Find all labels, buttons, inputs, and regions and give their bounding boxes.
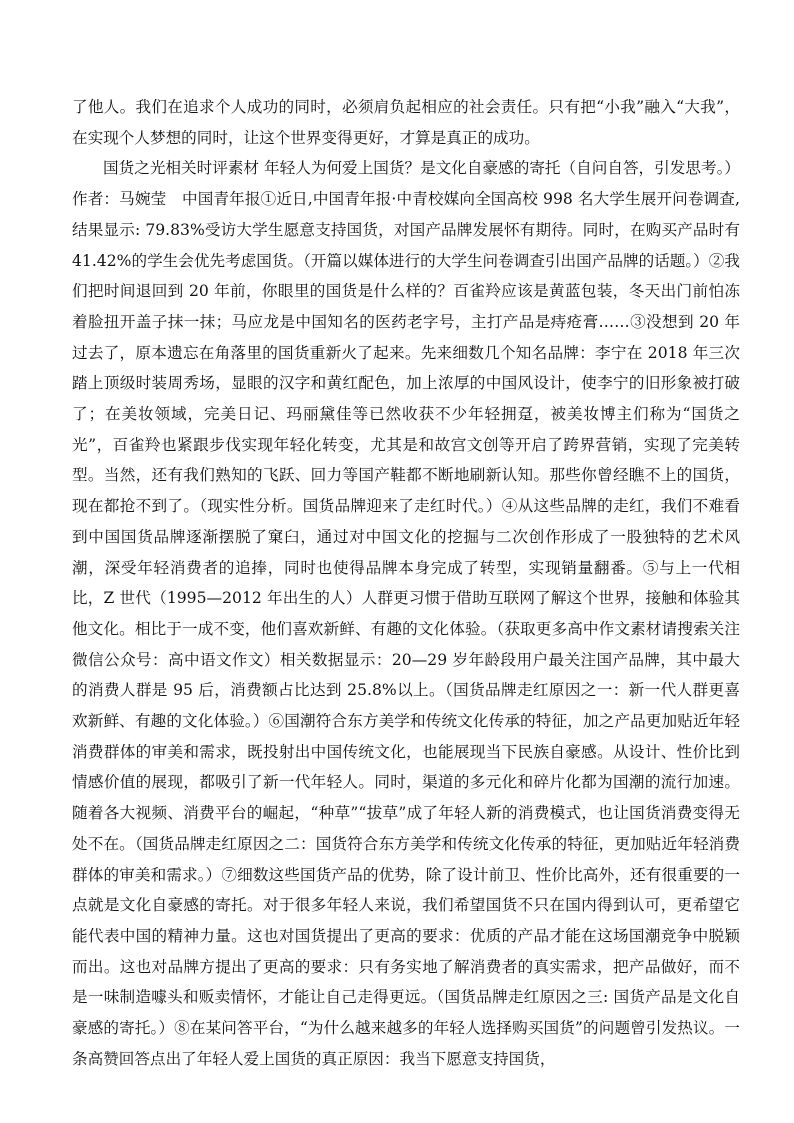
paragraph-continuation: 了他人。我们在追求个人成功的同时，必须肩负起相应的社会责任。只有把“小我”融入“大我”，在实现个人梦想的同时，让这个世界变得更好，才算是真正的成功。 — [72, 98, 740, 147]
document-page — [72, 92, 740, 1075]
paragraph-guohuo-article: 国货之光相关时评素材 年轻人为何爱上国货？是文化自豪感的寄托（自问自答，引发思考。）作者：马婉莹 中国青年报①近日,中国青年报·中青校媒向全国高校 998 名大学生展开问卷调查,结果显示: 79.83%受访大学生愿意支持国货，对国产品牌发展怀有期待。同时，在购买产品时有 41.42%的学生会优先考虑国货。（开篇以媒体进行的大学生问卷调查引出国产品牌的话题。）②我们把时间退回到 20 年前，你眼里的国货是什么样的？百雀羚应该是黄蓝包装，冬天出门前怕冻着脸扭开盖子抹一抹；马应龙是中国知名的医药老字号，主打产品是痔疮膏……③没想到 20 年过去了，原本遗忘在角落里的国货重新火了起来。先来细数几个知名品牌：李宁在 2018 年三次踏上顶级时装周秀场，显眼的汉字和黄红配色，加上浓厚的中国风设计，使李宁的旧形象被打破了；在美妆领域，完美日记、玛丽黛佳等已然收获不少年轻拥趸，被美妆博主们称为“国货之光”，百雀羚也紧跟步伐实现年轻化转变，尤其是和故宫文创等开启了跨界营销，实现了完美转型。当然，还有我们熟知的飞跃、回力等国产鞋都不断地刷新认知。那些你曾经瞧不上的国货，现在都抢不到了。（现实性分析。国货品牌迎来了走红时代。）④从这些品牌的走红，我们不难看到中国国货品牌逐渐摆脱了窠臼，通过对中国文化的挖掘与二次创作形成了一股独特的艺术风潮，深受年轻消费者的追捧，同时也使得品牌本身完成了转型，实现销量翻番。⑤与上一代相比，Z 世代（1995—2012 年出生的人）人群更习惯于借助互联网了解这个世界，接触和体验其他文化。相比于一成不变，他们喜欢新鲜、有趣的文化体验。（获取更多高中作文素材请搜索关注微信公众号：高中语文作文）相关数据显示：20—29 岁年龄段用户最关注国产品牌，其中最大的消费人群是 95 后，消费额占比达到 25.8%以上。（国货品牌走红原因之一：新一代人群更喜欢新鲜、有趣的文化体验。）⑥国潮符合东方美学和传统文化传承的特征，加之产品更加贴近年轻消费群体的审美和需求，既投射出中国传统文化，也能展现当下民族自豪感。从设计、性价比到情感价值的展现，都吸引了新一代年轻人。同时，渠道的多元化和碎片化都为国潮的流行加速。随着各大视频、消费平台的崛起，“种草”“拔草”成了年轻人新的消费模式，也让国货消费变得无处不在。（国货品牌走红原因之二：国货符合东方美学和传统文化传承的特征，更加贴近年轻消费群体的审美和需求。）⑦细数这些国货产品的优势，除了设计前卫、性价比高外，还有很重要的一点就是文化自豪感的寄托。对于很多年轻人来说，我们希望国货不只在国内得到认可，更希望它能代表中国的精神力量。这也对国货提出了更高的要求：优质的产品才能在这场国潮竞争中脱颖而出。这也对品牌方提出了更高的要求：只有务实地了解消费者的真实需求，把产品做好，而不是一味制造噱头和贩卖情怀，才能让自己走得更远。（国货品牌走红原因之三: 国货产品是文化自豪感的寄托。）⑧在某问答平台，“为什么越来越多的年轻人选择购买国货”的问题曾引发热议。一条高赞回答点出了年轻人爱上国货的真正原因：我当下愿意支持国货， — [72, 159, 740, 1068]
